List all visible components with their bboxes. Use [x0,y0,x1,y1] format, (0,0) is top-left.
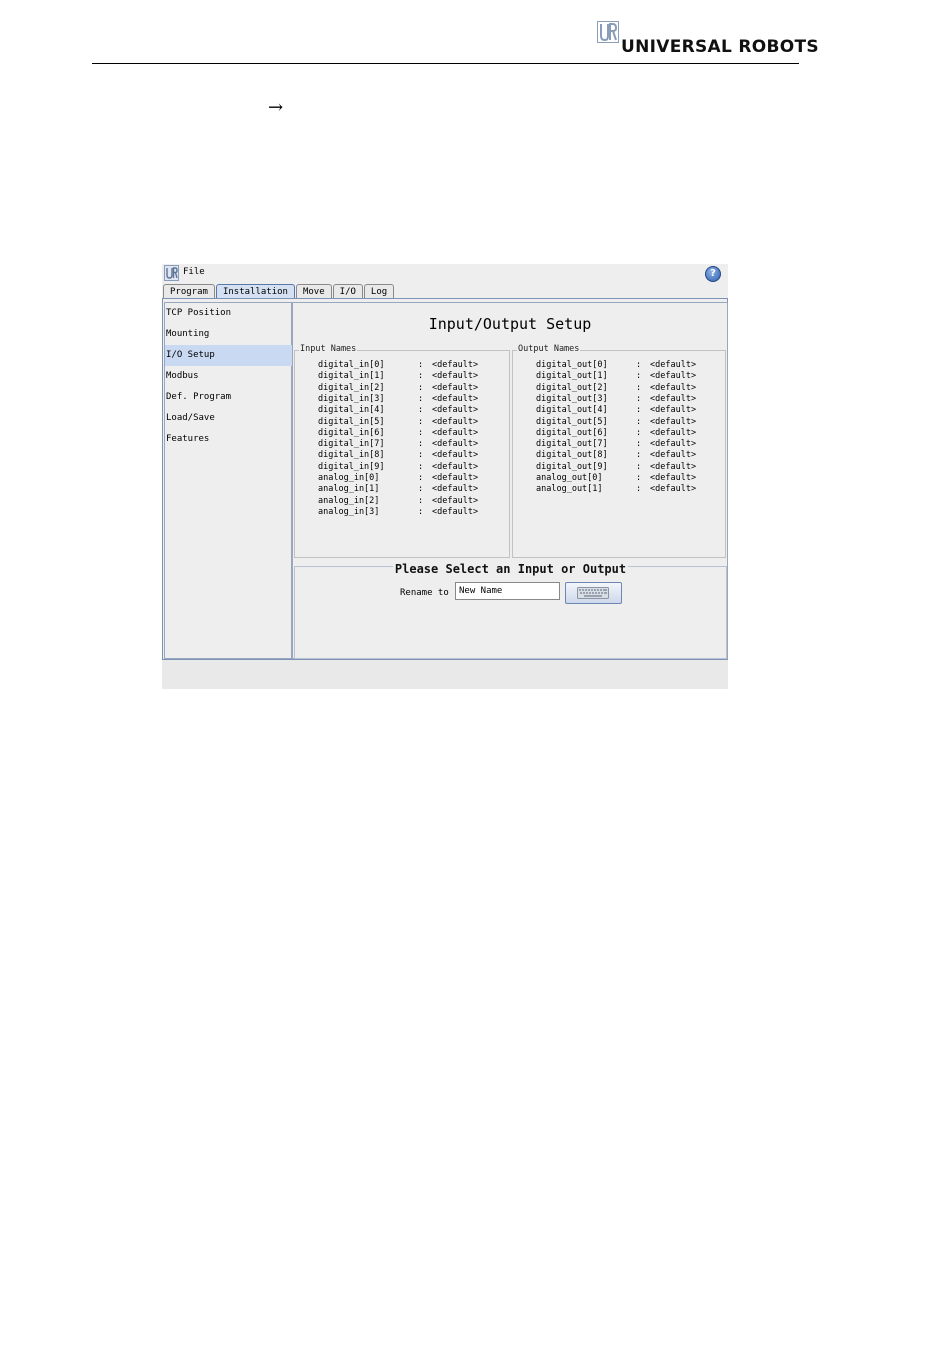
output-separator: : [636,427,642,438]
output-name: digital_out[3] [536,393,608,404]
input-separator: : [418,360,424,370]
sidebar-item-tcp-position[interactable]: TCP Position [166,308,232,318]
rename-input[interactable] [455,582,560,600]
file-menu[interactable]: File [183,267,205,277]
output-name: digital_out[4] [536,405,608,416]
sidebar-item-features[interactable]: Features [166,434,210,444]
input-value: <default> [432,439,479,450]
output-value: <default> [650,393,697,404]
ur-logo-icon [164,265,179,281]
rename-group [294,562,727,659]
output-name: digital_out[9] [536,461,608,472]
input-name: digital_in[0] [318,360,385,370]
input-value: <default> [432,382,479,393]
output-names-group [512,344,726,558]
output-names-legend: Output Names [518,344,580,354]
output-value: <default> [650,484,697,495]
sidebar-item-modbus[interactable]: Modbus [166,371,199,381]
input-separator: : [418,393,424,404]
output-value: <default> [650,439,697,450]
input-separator: : [418,416,424,427]
output-value: <default> [650,382,697,393]
input-value: <default> [432,360,479,370]
input-separator: : [418,382,424,393]
input-value: <default> [432,393,479,404]
input-separator: : [418,484,424,495]
input-value: <default> [432,473,479,483]
output-value: <default> [650,450,697,461]
input-value: <default> [432,506,479,517]
input-separator: : [418,371,424,382]
input-name: digital_in[3] [318,393,385,404]
output-value: <default> [650,360,697,370]
output-separator: : [636,484,642,495]
input-separator: : [418,439,424,450]
menu-bar [162,264,728,284]
input-value: <default> [432,416,479,427]
input-separator: : [418,495,424,506]
output-value: <default> [650,405,697,416]
output-name: digital_out[7] [536,439,608,450]
input-name: analog_in[3] [318,506,380,517]
input-name: digital_in[8] [318,450,385,461]
output-name: digital_out[2] [536,382,608,393]
sidebar-item-def-program[interactable]: Def. Program [166,392,232,402]
output-value: <default> [650,461,697,472]
output-name: digital_out[0] [536,360,608,370]
installation-sidebar [164,302,292,659]
status-bar [162,660,728,689]
keyboard-button[interactable] [565,582,622,604]
brand-name: UNIVERSAL ROBOTS [621,37,819,57]
tab-move[interactable]: Move [296,284,332,298]
output-separator: : [636,450,642,461]
header-rule [92,63,799,64]
main-tabs [163,284,395,298]
rename-group-legend-wrap [295,558,726,577]
input-name: digital_in[7] [318,439,385,450]
output-separator: : [636,393,642,404]
input-value: <default> [432,495,479,506]
output-separator: : [636,405,642,416]
installation-panel [162,298,728,660]
input-name: digital_in[4] [318,405,385,416]
output-name: digital_out[8] [536,450,608,461]
output-value: <default> [650,473,697,483]
input-name: digital_in[1] [318,371,385,382]
input-name: analog_in[1] [318,484,380,495]
input-separator: : [418,427,424,438]
output-name: analog_out[0] [536,473,603,483]
output-separator: : [636,473,642,483]
tab-log[interactable]: Log [364,284,394,298]
sidebar-item-load-save[interactable]: Load/Save [166,413,215,423]
input-name: analog_in[2] [318,495,380,506]
input-name: analog_in[0] [318,473,380,483]
input-separator: : [418,473,424,483]
output-separator: : [636,439,642,450]
input-value: <default> [432,427,479,438]
output-separator: : [636,382,642,393]
input-value: <default> [432,450,479,461]
output-separator: : [636,416,642,427]
output-name: digital_out[1] [536,371,608,382]
tab-io[interactable]: I/O [333,284,363,298]
arrow-symbol: → [268,97,284,118]
sidebar-item-mounting[interactable]: Mounting [166,329,210,339]
output-name: digital_out[5] [536,416,608,427]
tab-program[interactable]: Program [163,284,215,298]
input-value: <default> [432,461,479,472]
ur-logo-icon [597,21,619,43]
input-value: <default> [432,371,479,382]
output-value: <default> [650,427,697,438]
polyscope-window [162,264,728,689]
output-name: digital_out[6] [536,427,608,438]
input-separator: : [418,506,424,517]
output-value: <default> [650,371,697,382]
input-value: <default> [432,405,479,416]
page-title: Input/Output Setup [428,315,592,333]
input-name: digital_in[9] [318,461,385,472]
help-icon[interactable]: ? [705,266,721,282]
output-value: <default> [650,416,697,427]
input-separator: : [418,405,424,416]
output-separator: : [636,461,642,472]
tab-installation[interactable]: Installation [216,284,295,298]
io-setup-content [292,302,728,659]
universal-robots-logo [597,21,819,57]
input-separator: : [418,461,424,472]
input-name: digital_in[6] [318,427,385,438]
rename-label: Rename to [400,588,449,598]
input-value: <default> [432,484,479,495]
sidebar-item-io-setup[interactable]: I/O Setup [165,345,292,366]
input-name: digital_in[5] [318,416,385,427]
output-separator: : [636,371,642,382]
input-names-group [294,344,510,558]
input-name: digital_in[2] [318,382,385,393]
input-separator: : [418,450,424,461]
keyboard-icon [577,587,609,599]
input-names-legend: Input Names [300,344,357,354]
rename-group-legend: Please Select an Input or Output [394,562,627,576]
output-separator: : [636,360,642,370]
output-name: analog_out[1] [536,484,603,495]
